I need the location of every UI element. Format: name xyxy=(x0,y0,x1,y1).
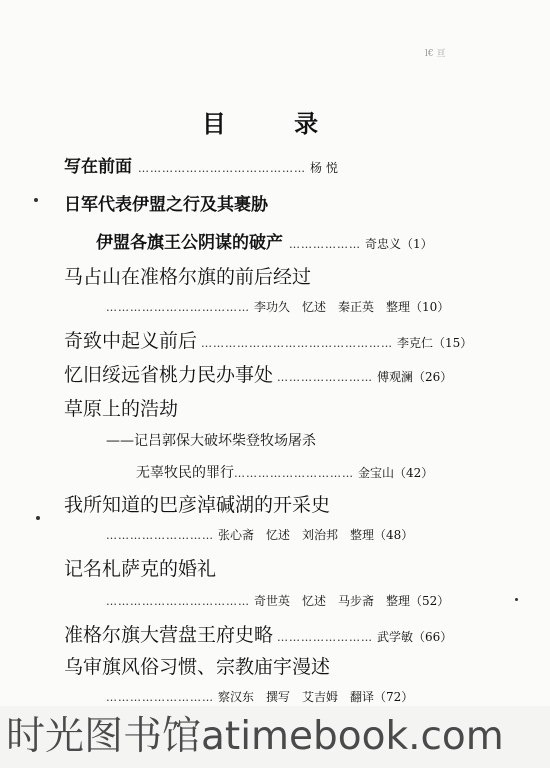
toc-entry xyxy=(64,652,330,679)
leader-dots: …………………… xyxy=(277,371,374,384)
toc-entry-author: 察汉东 撰写 艾吉姆 翻译 xyxy=(218,690,375,704)
scan-speck xyxy=(36,516,40,520)
page-title: 目 录 xyxy=(201,109,349,138)
toc-entry xyxy=(64,360,452,387)
toc-entry-author: 张心斋 忆述 刘治邦 整理 xyxy=(218,528,375,542)
corner-mark: l€ 亘 xyxy=(425,49,446,59)
leader-dots: ………………………………………… xyxy=(201,337,394,350)
toc-entry-page: （1） xyxy=(401,237,433,251)
toc-entry-title: 草原上的浩劫 xyxy=(64,398,179,420)
toc-entry xyxy=(106,592,449,609)
toc-entry-title: 记名札萨克的婚礼 xyxy=(64,558,217,580)
toc-entry xyxy=(64,394,178,421)
scan-speck xyxy=(515,598,518,601)
leader-dots: ………………………… xyxy=(234,467,354,480)
toc-entry-page: （66） xyxy=(413,630,453,644)
leader-dots: ……………………… xyxy=(106,529,214,542)
toc-entry xyxy=(64,490,330,517)
leader-dots: ……………… xyxy=(289,238,361,251)
toc-entry-author: 金宝山 xyxy=(358,466,395,480)
toc-entry-page: （15） xyxy=(433,336,473,350)
toc-entry-title: 乌审旗风俗习惯、宗教庙宇漫述 xyxy=(64,656,331,678)
toc-entry-page: （52） xyxy=(410,594,450,608)
toc-entry xyxy=(106,688,413,705)
toc-entry-title: 奇致中起义前后 xyxy=(64,330,198,352)
leader-dots: ……………………………… xyxy=(106,595,250,608)
toc-entry-title: 忆旧绥远省桃力民办事处 xyxy=(64,364,274,386)
toc-entry-author: 奇忠义 xyxy=(365,237,402,251)
toc-entry-author: 武学敏 xyxy=(377,630,414,644)
watermark: 时光图书馆atimebook.com xyxy=(0,706,550,768)
toc-entry-author: 李功久 忆述 秦正英 整理 xyxy=(254,300,411,314)
toc-entry xyxy=(136,462,433,482)
toc-entry-title: 伊盟各旗王公阴谋的破产 xyxy=(96,233,283,253)
leader-dots: …………………… xyxy=(277,631,374,644)
toc-entry-page: （42） xyxy=(394,466,434,480)
toc-entry-author: 傅观澜 xyxy=(377,370,414,384)
toc-entry xyxy=(64,152,338,177)
toc-entry-page: （72） xyxy=(374,690,414,704)
toc-entry-author: 杨 悦 xyxy=(310,161,338,175)
leader-dots: ……………………… xyxy=(106,691,214,704)
toc-entry xyxy=(64,554,216,581)
toc-entry xyxy=(106,526,413,543)
toc-entry xyxy=(64,620,452,647)
toc-entry-page: （10） xyxy=(410,300,450,314)
scan-speck xyxy=(34,198,38,202)
toc-entry xyxy=(64,326,472,353)
toc-entry xyxy=(96,228,433,253)
toc-entry-page: （26） xyxy=(413,370,453,384)
toc-entry xyxy=(106,298,449,315)
toc-entry-title: 写在前面 xyxy=(64,157,132,177)
leader-dots: ……………………………… xyxy=(106,301,250,314)
toc-entry-author: 奇世英 忆述 马步斋 整理 xyxy=(254,594,411,608)
toc-entry-page: （48） xyxy=(374,528,414,542)
toc-entry-title: 日军代表伊盟之行及其裹胁 xyxy=(64,195,268,215)
toc-entry-author: 李克仁 xyxy=(397,336,434,350)
toc-entry xyxy=(64,190,268,215)
toc-entry-subtitle: ——记吕郭保大破坏柴登牧场屠杀 xyxy=(106,433,316,449)
toc-entry-title: 我所知道的巴彦淖碱湖的开采史 xyxy=(64,494,331,516)
toc-entry-title: 准格尔旗大营盘王府史略 xyxy=(64,624,274,646)
toc-entry xyxy=(106,430,316,450)
toc-entry xyxy=(64,262,311,289)
toc-entry-title: 无辜牧民的罪行 xyxy=(136,465,234,481)
leader-dots: …………………………………… xyxy=(138,162,306,175)
toc-entry-title: 马占山在准格尔旗的前后经过 xyxy=(64,266,312,288)
